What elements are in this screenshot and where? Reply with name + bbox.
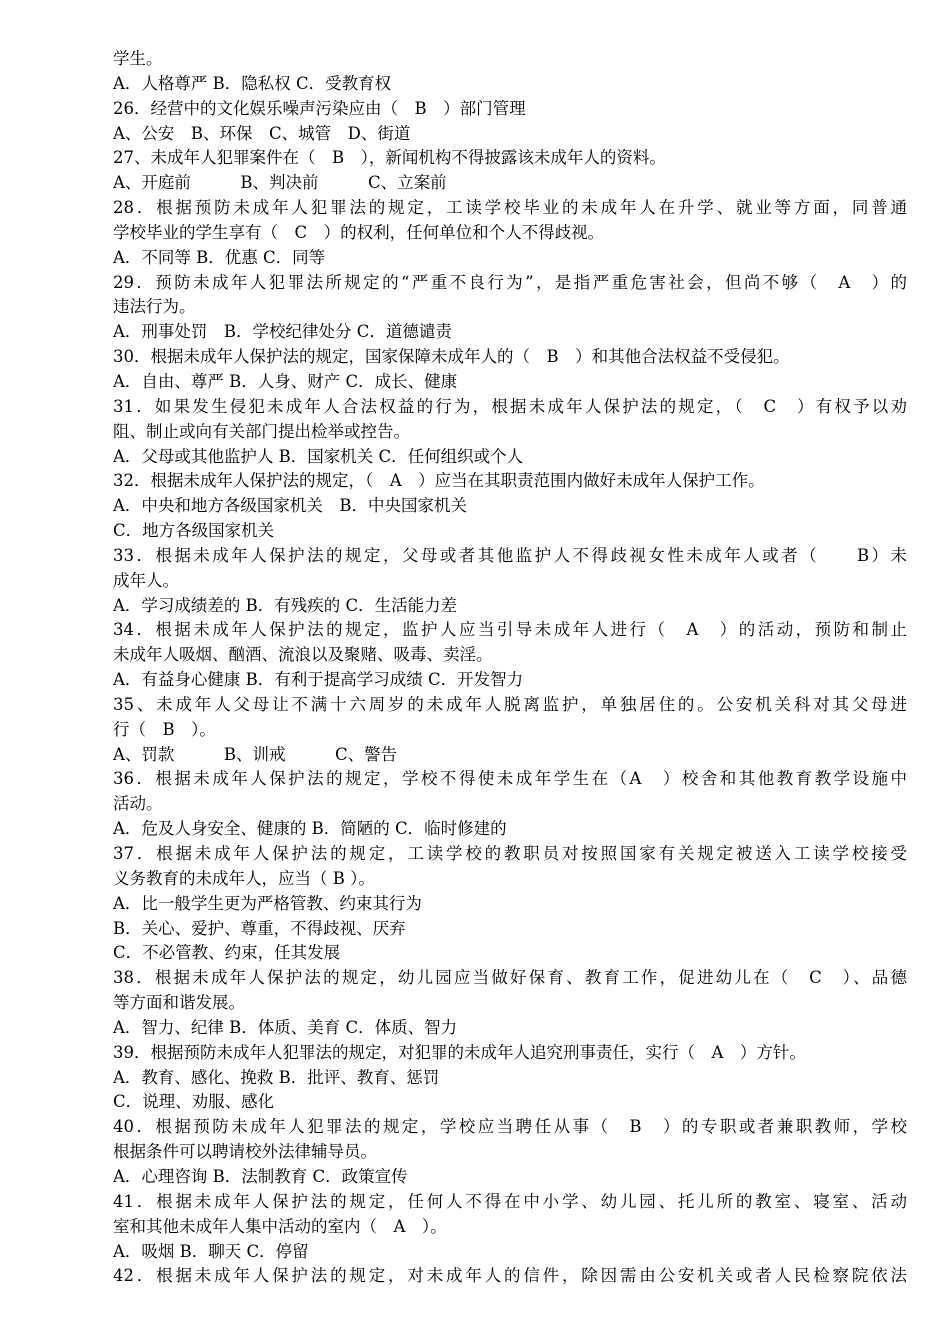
text-line: 阻、制止或向有关部门提出检举或控告。 [113,421,410,441]
text-line: A．比一般学生更为严格管教、约束其行为 [113,893,422,913]
text-line: B．关心、爱护、尊重，不得歧视、厌弃 [113,918,406,938]
text-line: A、罚款 B、训戒 C、警告 [113,744,398,764]
text-line: 活动。 [113,794,163,814]
text-line: A．教育、感化、挽救 B．批评、教育、惩罚 [113,1067,440,1087]
text-line: 26．经营中的文化娱乐噪声污染应由（ B ）部门管理 [113,98,526,118]
text-line: 29．预防未成年人犯罪法所规定的“严重不良行为”，是指严重危害社会，但尚不够（ A ）的 [113,272,907,292]
text-line: A．不同等 B．优惠 C．同等 [113,247,326,267]
text-line: 30．根据未成年人保护法的规定，国家保障未成年人的（ B ）和其他合法权益不受侵犯。 [113,347,790,367]
text-line: A．吸烟 B．聊天 C．停留 [113,1241,309,1261]
document-page [113,47,907,1289]
text-line: A．智力、纪律 B．体质、美育 C．体质、智力 [113,1017,458,1037]
text-line: 36．根据未成年人保护法的规定，学校不得使未成年学生在（A ）校舍和其他教育教学设施中 [113,769,907,789]
text-line: 学校毕业的学生享有（ C ）的权利，任何单位和个人不得歧视。 [113,222,605,242]
text-line: A、公安 B、环保 C、城管 D、街道 [113,123,411,143]
text-line: 38．根据未成年人保护法的规定，幼儿园应当做好保育、教育工作，促进幼儿在（ C ）、品德 [113,968,907,988]
text-line: A．危及人身安全、健康的 B．简陋的 C．临时修建的 [113,819,507,839]
text-line: C．地方各级国家机关 [113,521,275,541]
text-line: A．自由、尊严 B．人身、财产 C．成长、健康 [113,371,458,391]
text-line: 37．根据未成年人保护法的规定，工读学校的教职员对按照国家有关规定被送入工读学校接受 [113,844,907,863]
text-line: 行（ B ）。 [113,719,216,739]
text-line: 成年人。 [113,570,179,590]
text-line: A．父母或其他监护人 B．国家机关 C．任何组织或个人 [113,446,524,466]
text-line: 根据条件可以聘请校外法律辅导员。 [113,1142,377,1162]
text-line: 31．如果发生侵犯未成年人合法权益的行为，根据未成年人保护法的规定，（ C ）有权予以劝 [113,396,907,416]
text-line: 32．根据未成年人保护法的规定，（ A ）应当在其职责范围内做好未成年人保护工作。 [113,471,765,491]
text-line: 等方面和谐发展。 [113,993,245,1013]
text-line: 35、未成年人父母让不满十六周岁的未成年人脱离监护，单独居住的。公安机关科对其父母进 [113,694,907,714]
text-line: 42．根据未成年人保护法的规定，对未成年人的信件，除因需由公安机关或者人民检察院依法 [113,1266,907,1286]
text-line: A．人格尊严 B．隐私权 C．受教育权 [113,73,392,93]
text-line: 27、未成年人犯罪案件在（ B ），新闻机构不得披露该未成年人的资料。 [113,148,666,168]
text-line: A．心理咨询 B．法制教育 C．政策宣传 [113,1166,408,1186]
text-line: A．有益身心健康 B．有利于提高学习成绩 C．开发智力 [113,670,524,690]
text-line: 41．根据未成年人保护法的规定，任何人不得在中小学、幼儿园、托儿所的教室、寝室、活动 [113,1191,907,1211]
text-line: C．不必管教、约束，任其发展 [113,943,341,963]
text-line: 40．根据预防未成年人犯罪法的规定，学校应当聘任从事（ B ）的专职或者兼职教师，学校 [113,1117,907,1137]
text-line: A．刑事处罚 B．学校纪律处分 C．道德谴责 [113,322,452,342]
text-line: 28．根据预防未成年人犯罪法的规定，工读学校毕业的未成年人在升学、就业等方面，同普通 [113,198,907,218]
text-line: 39．根据预防未成年人犯罪法的规定，对犯罪的未成年人追究刑事责任，实行（ A ）方针。 [113,1042,806,1062]
text-line: A、开庭前 B、判决前 C、立案前 [113,173,447,193]
text-line: 义务教育的未成年人，应当（ B ）。 [113,868,375,888]
text-line: A．中央和地方各级国家机关 B．中央国家机关 [113,496,468,516]
text-line: C．说理、劝服、感化 [113,1092,275,1112]
text-line: 违法行为。 [113,297,196,317]
text-line: 34．根据未成年人保护法的规定，监护人应当引导未成年人进行（ A ）的活动，预防和制止 [113,620,907,640]
text-line: 未成年人吸烟、酗酒、流浪以及聚赌、吸毒、卖淫。 [113,645,493,665]
text-line: A．学习成绩差的 B．有残疾的 C．生活能力差 [113,595,458,615]
text-line: 33．根据未成年人保护法的规定，父母或者其他监护人不得歧视女性未成年人或者（ B）未 [113,545,907,565]
text-line: 学生。 [113,49,163,68]
text-line: 室和其他未成年人集中活动的室内（ A ）。 [113,1216,447,1236]
